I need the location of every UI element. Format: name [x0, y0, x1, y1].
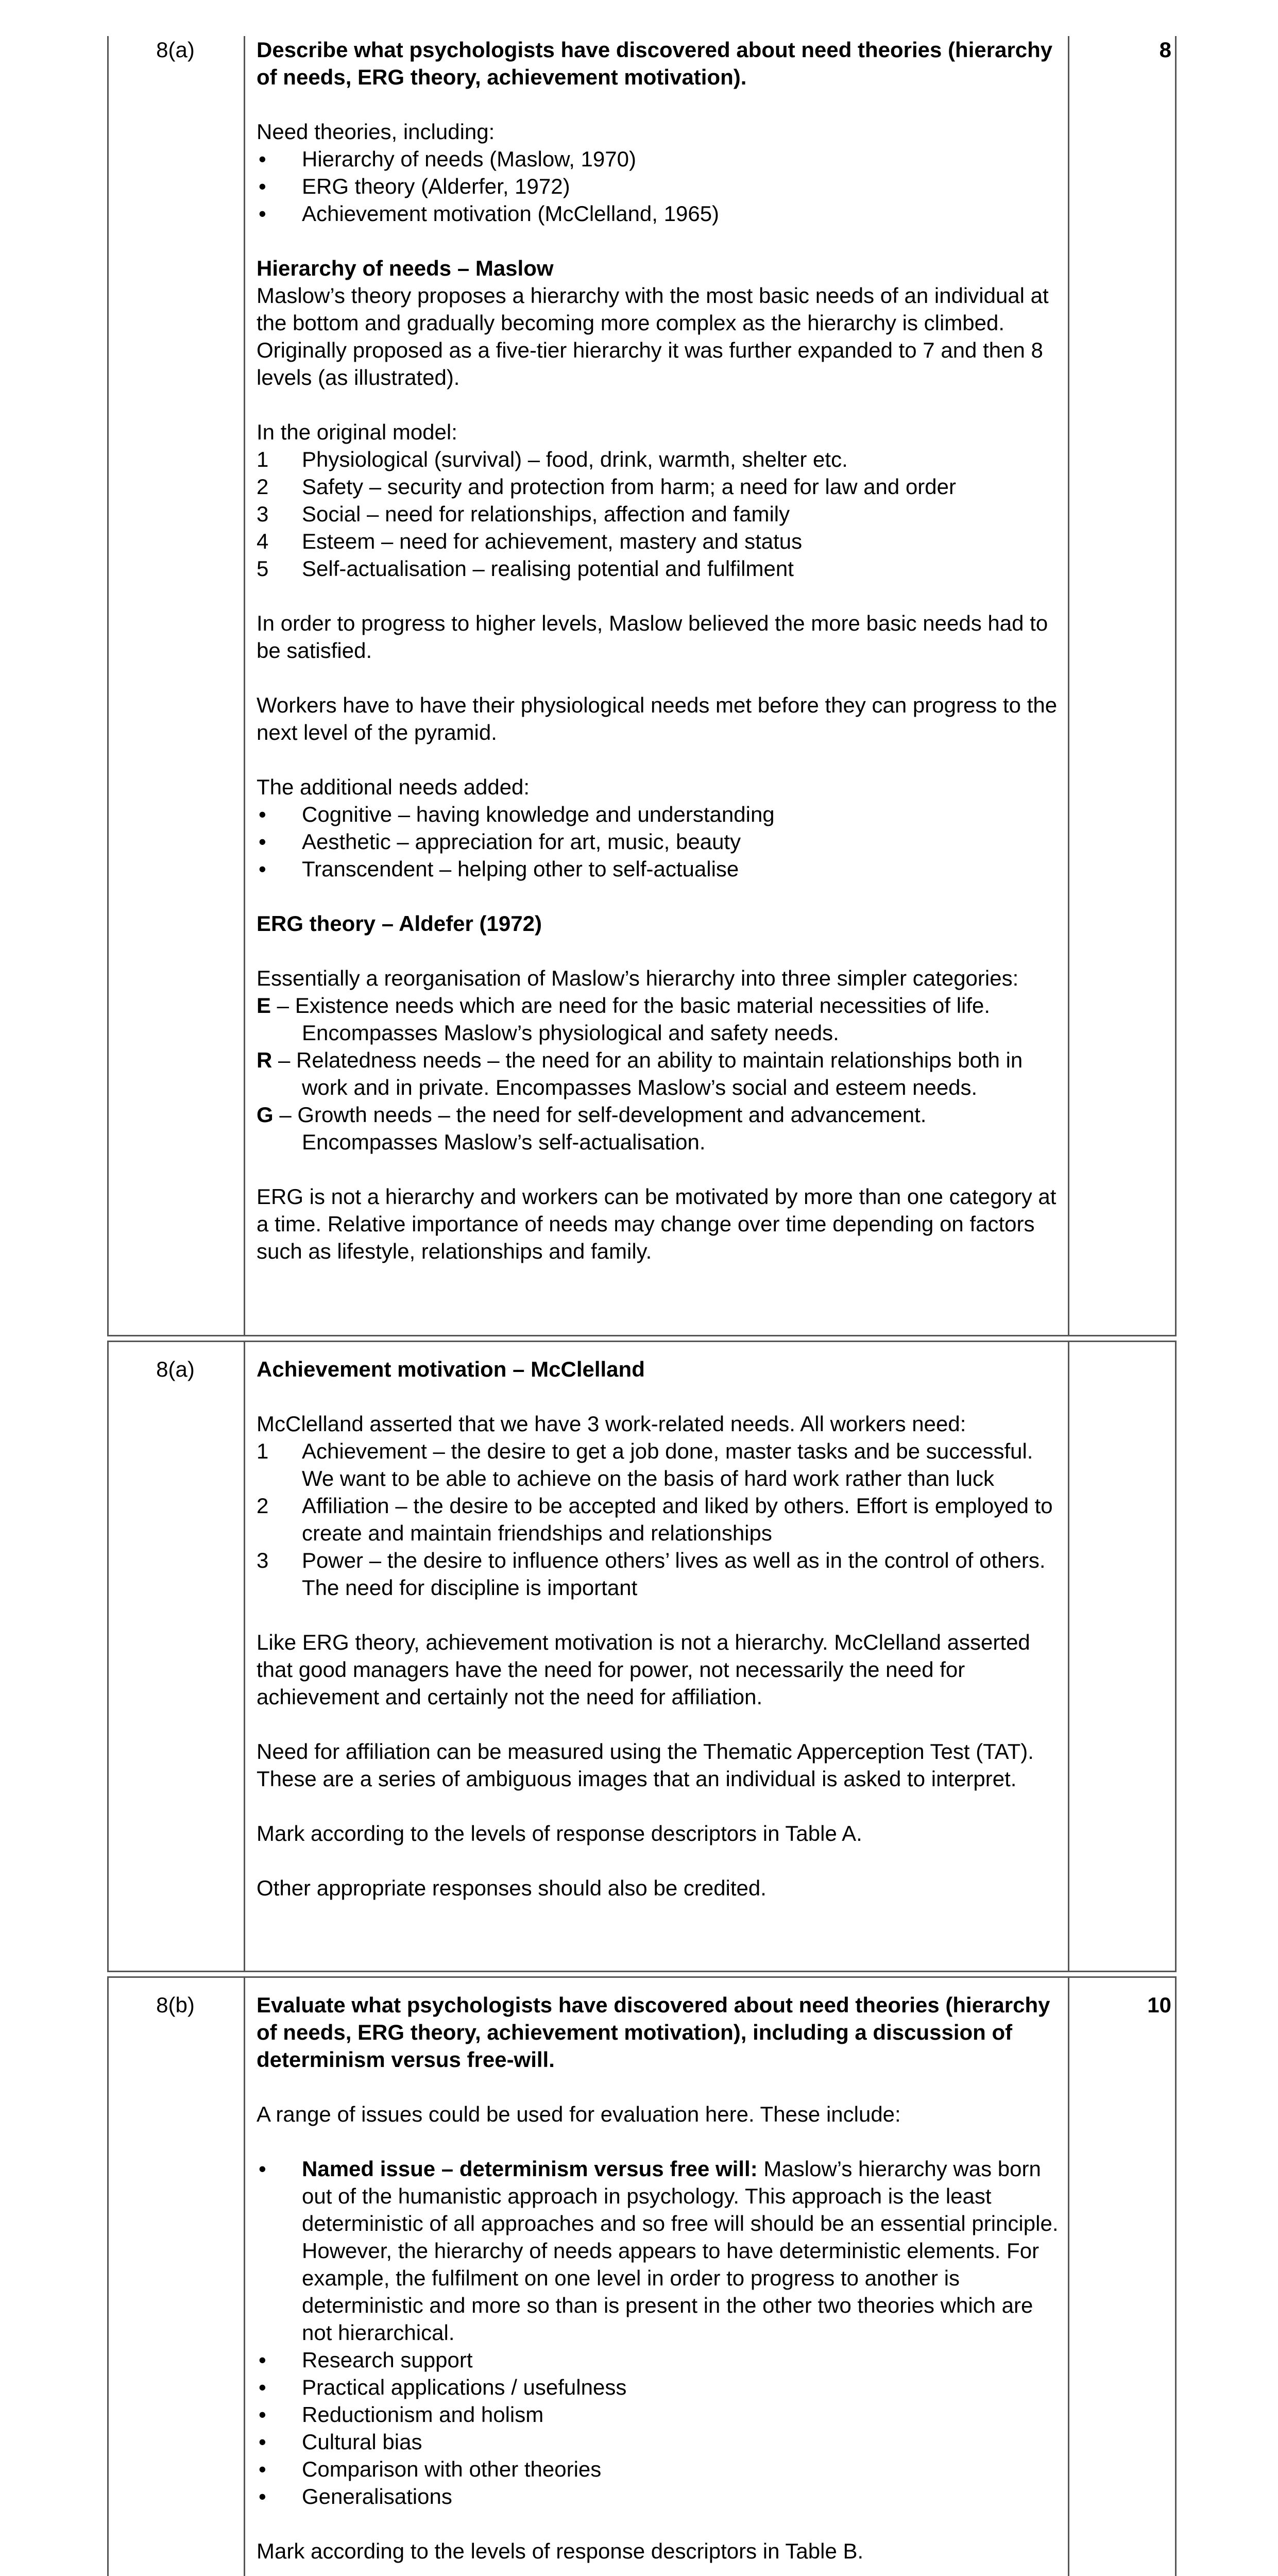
list-item: • Named issue – determinism versus free will: Maslow’s hierarchy was born out of the humanistic approach in psychology. This approach is the least deterministic of all approaches and so free will should be an essential principle. However, the hierarchy of needs appears to have deterministic elements. For example, the fulfilment on one level in order to progress to another is deterministic and more so than is present in the other two theories which are not hierarchical.	[259, 2157, 1059, 2345]
list-item: • Reductionism and holism	[259, 2402, 544, 2427]
additional-needs-intro: The additional needs added:	[257, 775, 530, 799]
progress-paragraph: In order to progress to higher levels, Maslow believed the more basic needs had to be satisfied.	[257, 611, 1048, 663]
evaluation-intro: A range of issues could be used for evaluation here. These include:	[257, 2102, 901, 2126]
achievement-heading: Achievement motivation – McClelland	[257, 1357, 645, 1381]
question-text: Describe what psychologists have discovered about need theories (hierarchy of needs, ERG theory, achievement motivation).	[257, 38, 1053, 89]
list-item: • Generalisations	[259, 2484, 452, 2509]
question-text: Evaluate what psychologists have discovered about need theories (hierarchy of needs, ERG theory, achievement motivation), including a discussion of determinism versus free-will.	[257, 1993, 1050, 2072]
maslow-heading: Hierarchy of needs – Maslow	[257, 256, 554, 280]
erg-intro: Essentially a reorganisation of Maslow’s hierarchy into three simpler categories:	[257, 966, 1019, 990]
erg-heading: ERG theory – Aldefer (1972)	[257, 911, 542, 936]
list-item: 3 Social – need for relationships, affection and family	[257, 502, 790, 526]
marks-value: 10	[1147, 1993, 1171, 2017]
list-item: 2 Affiliation – the desire to be accepted and liked by others. Effort is employed to create and maintain friendships and relationships	[257, 1494, 1053, 1545]
list-item: • Achievement motivation (McClelland, 1965)	[259, 201, 720, 226]
list-item: 5 Self-actualisation – realising potential and fulfilment	[257, 556, 794, 581]
list-item: • Transcendent – helping other to self-actualise	[259, 857, 739, 881]
list-item: 4 Esteem – need for achievement, mastery and status	[257, 529, 803, 553]
list-item: R – Relatedness needs – the need for an ability to maintain relationships both in work and in private. Encompasses Maslow’s social and esteem needs.	[257, 1048, 1023, 1099]
need-theories-intro: Need theories, including:	[257, 120, 495, 144]
list-item: • Cognitive – having knowledge and understanding	[259, 802, 775, 826]
list-item: • Hierarchy of needs (Maslow, 1970)	[259, 147, 636, 171]
answer-cell	[257, 1991, 1060, 2576]
achievement-intro: McClelland asserted that we have 3 work-related needs. All workers need:	[257, 1412, 966, 1436]
answer-cell	[257, 1355, 1060, 1902]
marking-instruction: Mark according to the levels of response descriptors in Table B.	[257, 2539, 864, 2563]
tat-paragraph: Need for affiliation can be measured using the Thematic Apperception Test (TAT). These are a series of ambiguous images that an individual is asked to interpret.	[257, 1739, 1034, 1791]
answer-cell	[257, 36, 1060, 1265]
list-item: • Research support	[259, 2348, 473, 2372]
list-item: • Practical applications / usefulness	[259, 2375, 627, 2399]
list-item: E – Existence needs which are need for the basic material necessities of life. Encompasses Maslow’s physiological and safety needs.	[257, 993, 991, 1045]
list-item: 3 Power – the desire to influence others’ lives as well as in the control of others. The need for discipline is important	[257, 1548, 1046, 1600]
table-border-question-column	[244, 36, 245, 2576]
list-item: • Aesthetic – appreciation for art, music, beauty	[259, 829, 741, 854]
row-separator	[107, 1971, 1177, 1978]
list-item: G – Growth needs – the need for self-development and advancement. Encompasses Maslow’s self-actualisation.	[257, 1103, 927, 1154]
question-number: 8(b)	[156, 1993, 195, 2017]
question-number: 8(a)	[156, 38, 195, 62]
erg-comparison-paragraph: Like ERG theory, achievement motivation is not a hierarchy. McClelland asserted that good managers have the need for power, not necessarily the need for achievement and certainly not the need for affiliation.	[257, 1630, 1030, 1709]
list-item: 1 Achievement – the desire to get a job done, master tasks and be successful. We want to be able to achieve on the basis of hard work rather than luck	[257, 1439, 1033, 1490]
mark-scheme-table	[107, 36, 1177, 2576]
table-border-right	[1175, 36, 1177, 2576]
named-issue-label: Named issue – determinism versus free will:	[302, 2157, 758, 2181]
row-separator	[107, 1335, 1177, 1342]
list-item: • Cultural bias	[259, 2430, 422, 2454]
original-model-intro: In the original model:	[257, 420, 457, 444]
question-number: 8(a)	[156, 1357, 195, 1381]
marking-instruction: Mark according to the levels of response descriptors in Table A.	[257, 1821, 862, 1845]
table-border-left	[107, 36, 109, 2576]
list-item: 1 Physiological (survival) – food, drink, warmth, shelter etc.	[257, 447, 848, 471]
erg-paragraph: ERG is not a hierarchy and workers can be motivated by more than one category at a time. Relative importance of needs may change over time depending on factors such as lifestyle, relationships and family.	[257, 1184, 1057, 1263]
credit-note: Other appropriate responses should also be credited.	[257, 1876, 766, 1900]
list-item: 2 Safety – security and protection from harm; a need for law and order	[257, 474, 956, 499]
maslow-paragraph: Maslow’s theory proposes a hierarchy with the most basic needs of an individual at the bottom and gradually becoming more complex as the hierarchy is climbed. Originally proposed as a five-tier hierarchy it was further expanded to 7 and then 8 levels (as illustrated).	[257, 283, 1049, 389]
marks-value: 8	[1159, 38, 1171, 62]
list-item: • Comparison with other theories	[259, 2457, 602, 2481]
list-item: • ERG theory (Alderfer, 1972)	[259, 174, 570, 198]
workers-paragraph: Workers have to have their physiological needs met before they can progress to the next level of the pyramid.	[257, 693, 1058, 744]
table-border-marks-column	[1068, 36, 1069, 2576]
